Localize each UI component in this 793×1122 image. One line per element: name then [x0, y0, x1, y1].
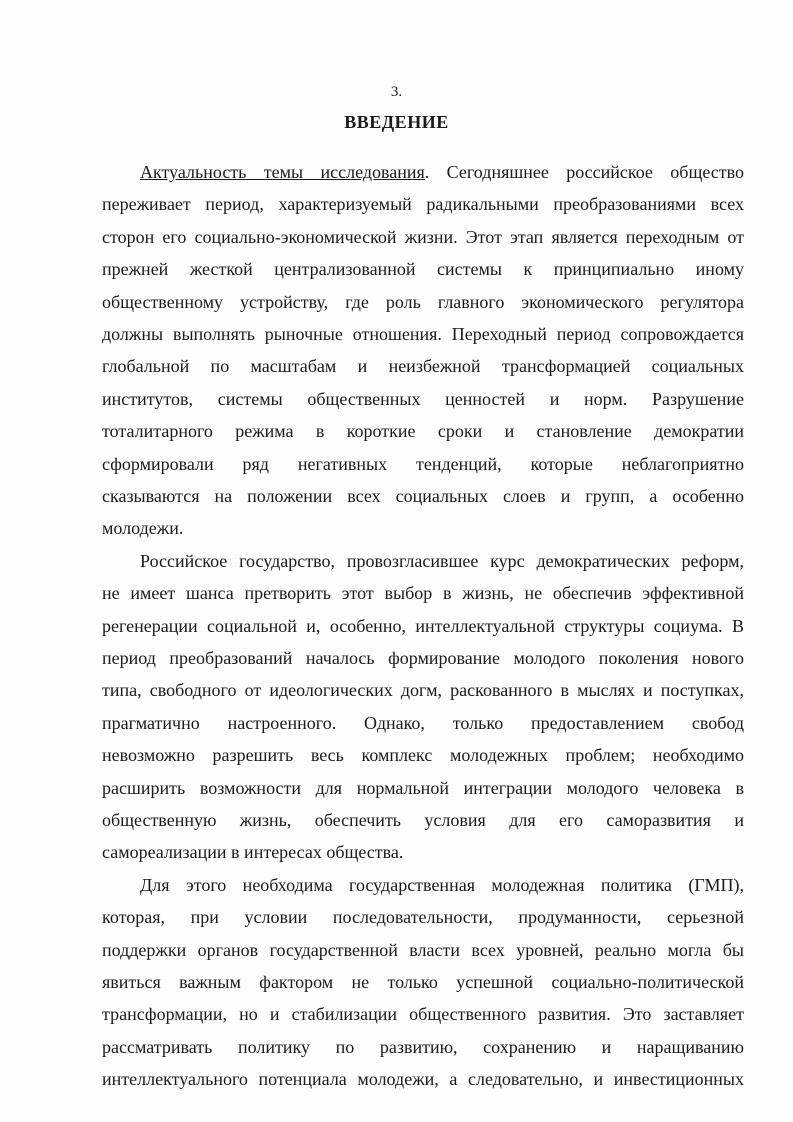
- text-line: молодежи.: [102, 518, 184, 538]
- section-title: ВВЕДЕНИЕ: [344, 112, 449, 132]
- text-line: не имеет шанса претворить этот выбор в жизнь, не обеспечив эффективной: [102, 583, 744, 603]
- paragraph-first-line: [140, 160, 744, 184]
- text-line: самореализации в интересах общества.: [102, 842, 404, 862]
- text-line: общественную жизнь, обеспечить условия для его саморазвития и: [102, 810, 744, 830]
- text-line: прагматично настроенного. Однако, только предоставлением свобод: [102, 713, 744, 733]
- page-number: 3.: [390, 84, 403, 100]
- text-line: рассматривать политику по развитию, сохранению и наращиванию: [102, 1037, 744, 1057]
- text-line: поддержки органов государственной власти всех уровней, реально могла бы: [102, 940, 744, 960]
- text-line: Российское государство, провозгласившее курс демократических реформ,: [140, 551, 744, 571]
- topic-relevance-heading: Актуальность темы исследования: [140, 162, 425, 182]
- text-line: невозможно разрешить весь комплекс молодежных проблем; необходимо: [102, 745, 744, 765]
- text-line: общественному устройству, где роль главного экономического регулятора: [102, 292, 744, 312]
- text-line: которая, при условии последовательности, продуманности, серьезной: [102, 907, 744, 927]
- text-line: расширить возможности для нормальной интеграции молодого человека в: [102, 778, 744, 798]
- text-line: Для этого необходима государственная молодежная политика (ГМП),: [140, 875, 744, 895]
- text-line: должны выполнять рыночные отношения. Переходный период сопровождается: [102, 324, 744, 344]
- text-line: глобальной по масштабам и неизбежной трансформацией социальных: [102, 356, 744, 376]
- first-line-text: . Сегодняшнее российское общество: [424, 162, 744, 182]
- text-line: трансформации, но и стабилизации общественного развития. Это заставляет: [102, 1004, 744, 1024]
- text-line: сформировали ряд негативных тенденций, которые неблагоприятно: [102, 454, 744, 474]
- text-line: сторон его социально-экономической жизни. Этот этап является переходным от: [102, 227, 744, 247]
- text-line: тоталитарного режима в короткие сроки и становление демократии: [102, 421, 744, 441]
- text-line: период преобразований началось формирование молодого поколения нового: [102, 648, 744, 668]
- text-line: типа, свободного от идеологических догм, раскованного в мыслях и поступках,: [102, 680, 744, 700]
- text-line: сказываются на положении всех социальных слоев и групп, а особенно: [102, 486, 744, 506]
- text-line: явиться важным фактором не только успешной социально-политической: [102, 972, 744, 992]
- text-line: интеллектуального потенциала молодежи, а следовательно, и инвестиционных: [102, 1069, 744, 1089]
- text-line: прежней жесткой централизованной системы к принципиально иному: [102, 259, 744, 279]
- text-line: переживает период, характеризуемый радикальными преобразованиями всех: [102, 194, 744, 214]
- text-line: регенерации социальной и, особенно, интеллектуальной структуры социума. В: [102, 616, 744, 636]
- text-line: институтов, системы общественных ценностей и норм. Разрушение: [102, 389, 744, 409]
